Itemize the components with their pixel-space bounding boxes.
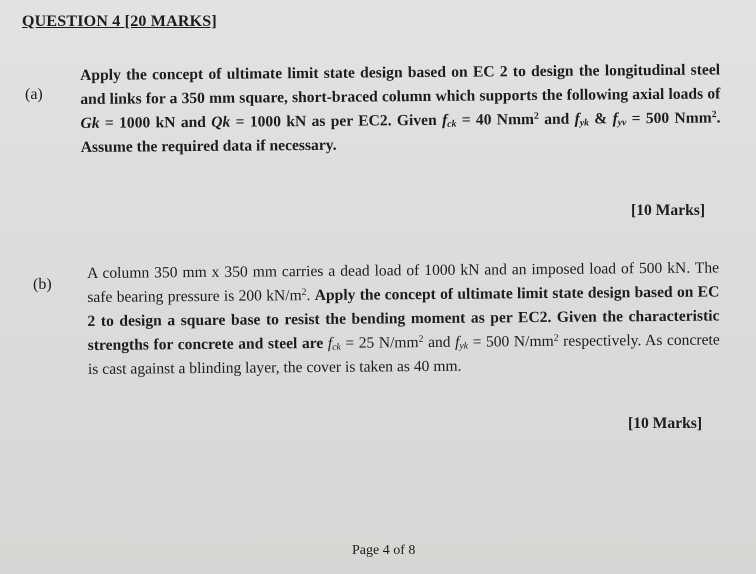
page-number: Page 4 of 8 (352, 543, 416, 558)
gk-symbol: Gk (80, 114, 100, 132)
part-b-marks: [10 Marks] (628, 415, 703, 432)
part-a-marks: [10 Marks] (631, 202, 706, 219)
question-heading: QUESTION 4 [20 MARKS] (22, 13, 217, 30)
part-b-text: A column 350 mm x 350 mm carries a dead load of 1000 kN and an imposed load of 500 kN. The safe bearing pressure is 200 $kN/m^2$. Apply the concept of ultimate limit state design based on EC 2 to design a square base to resist the bending moment as per EC2. Given the characteristic strengths for concrete and steel are $f_{ck} = 25$ $N/mm^2$ and $f_{yk} = 500$ $N/mm^2$ respectively. As concrete is cast against a blinding layer, the cover is taken as 40 mm. (87, 259, 720, 378)
part-b-label: (b) (33, 276, 52, 293)
qk-symbol: Qk (211, 113, 231, 131)
part-b-emphasis: Apply the concept of ultimate limit state design based on EC 2 to design a square base to resist the bending moment as per EC2. Given the characteristic strengths for concrete and steel are (87, 283, 720, 354)
part-a-text: Apply the concept of ultimate limit state design based on EC 2 to design the longitudinal steel and links for a 350 mm square, short-braced column which supports the following axial loads of Gk = 1000 kN and Qk = 1000 kN as per EC2. Given $f_{ck} = 40$ Nmm$^2$ and $f_{yk}$ & $f_{yv} = 500$ Nmm$^2$. Assume the required data if necessary. (80, 61, 721, 156)
part-a-label: (a) (25, 86, 43, 103)
